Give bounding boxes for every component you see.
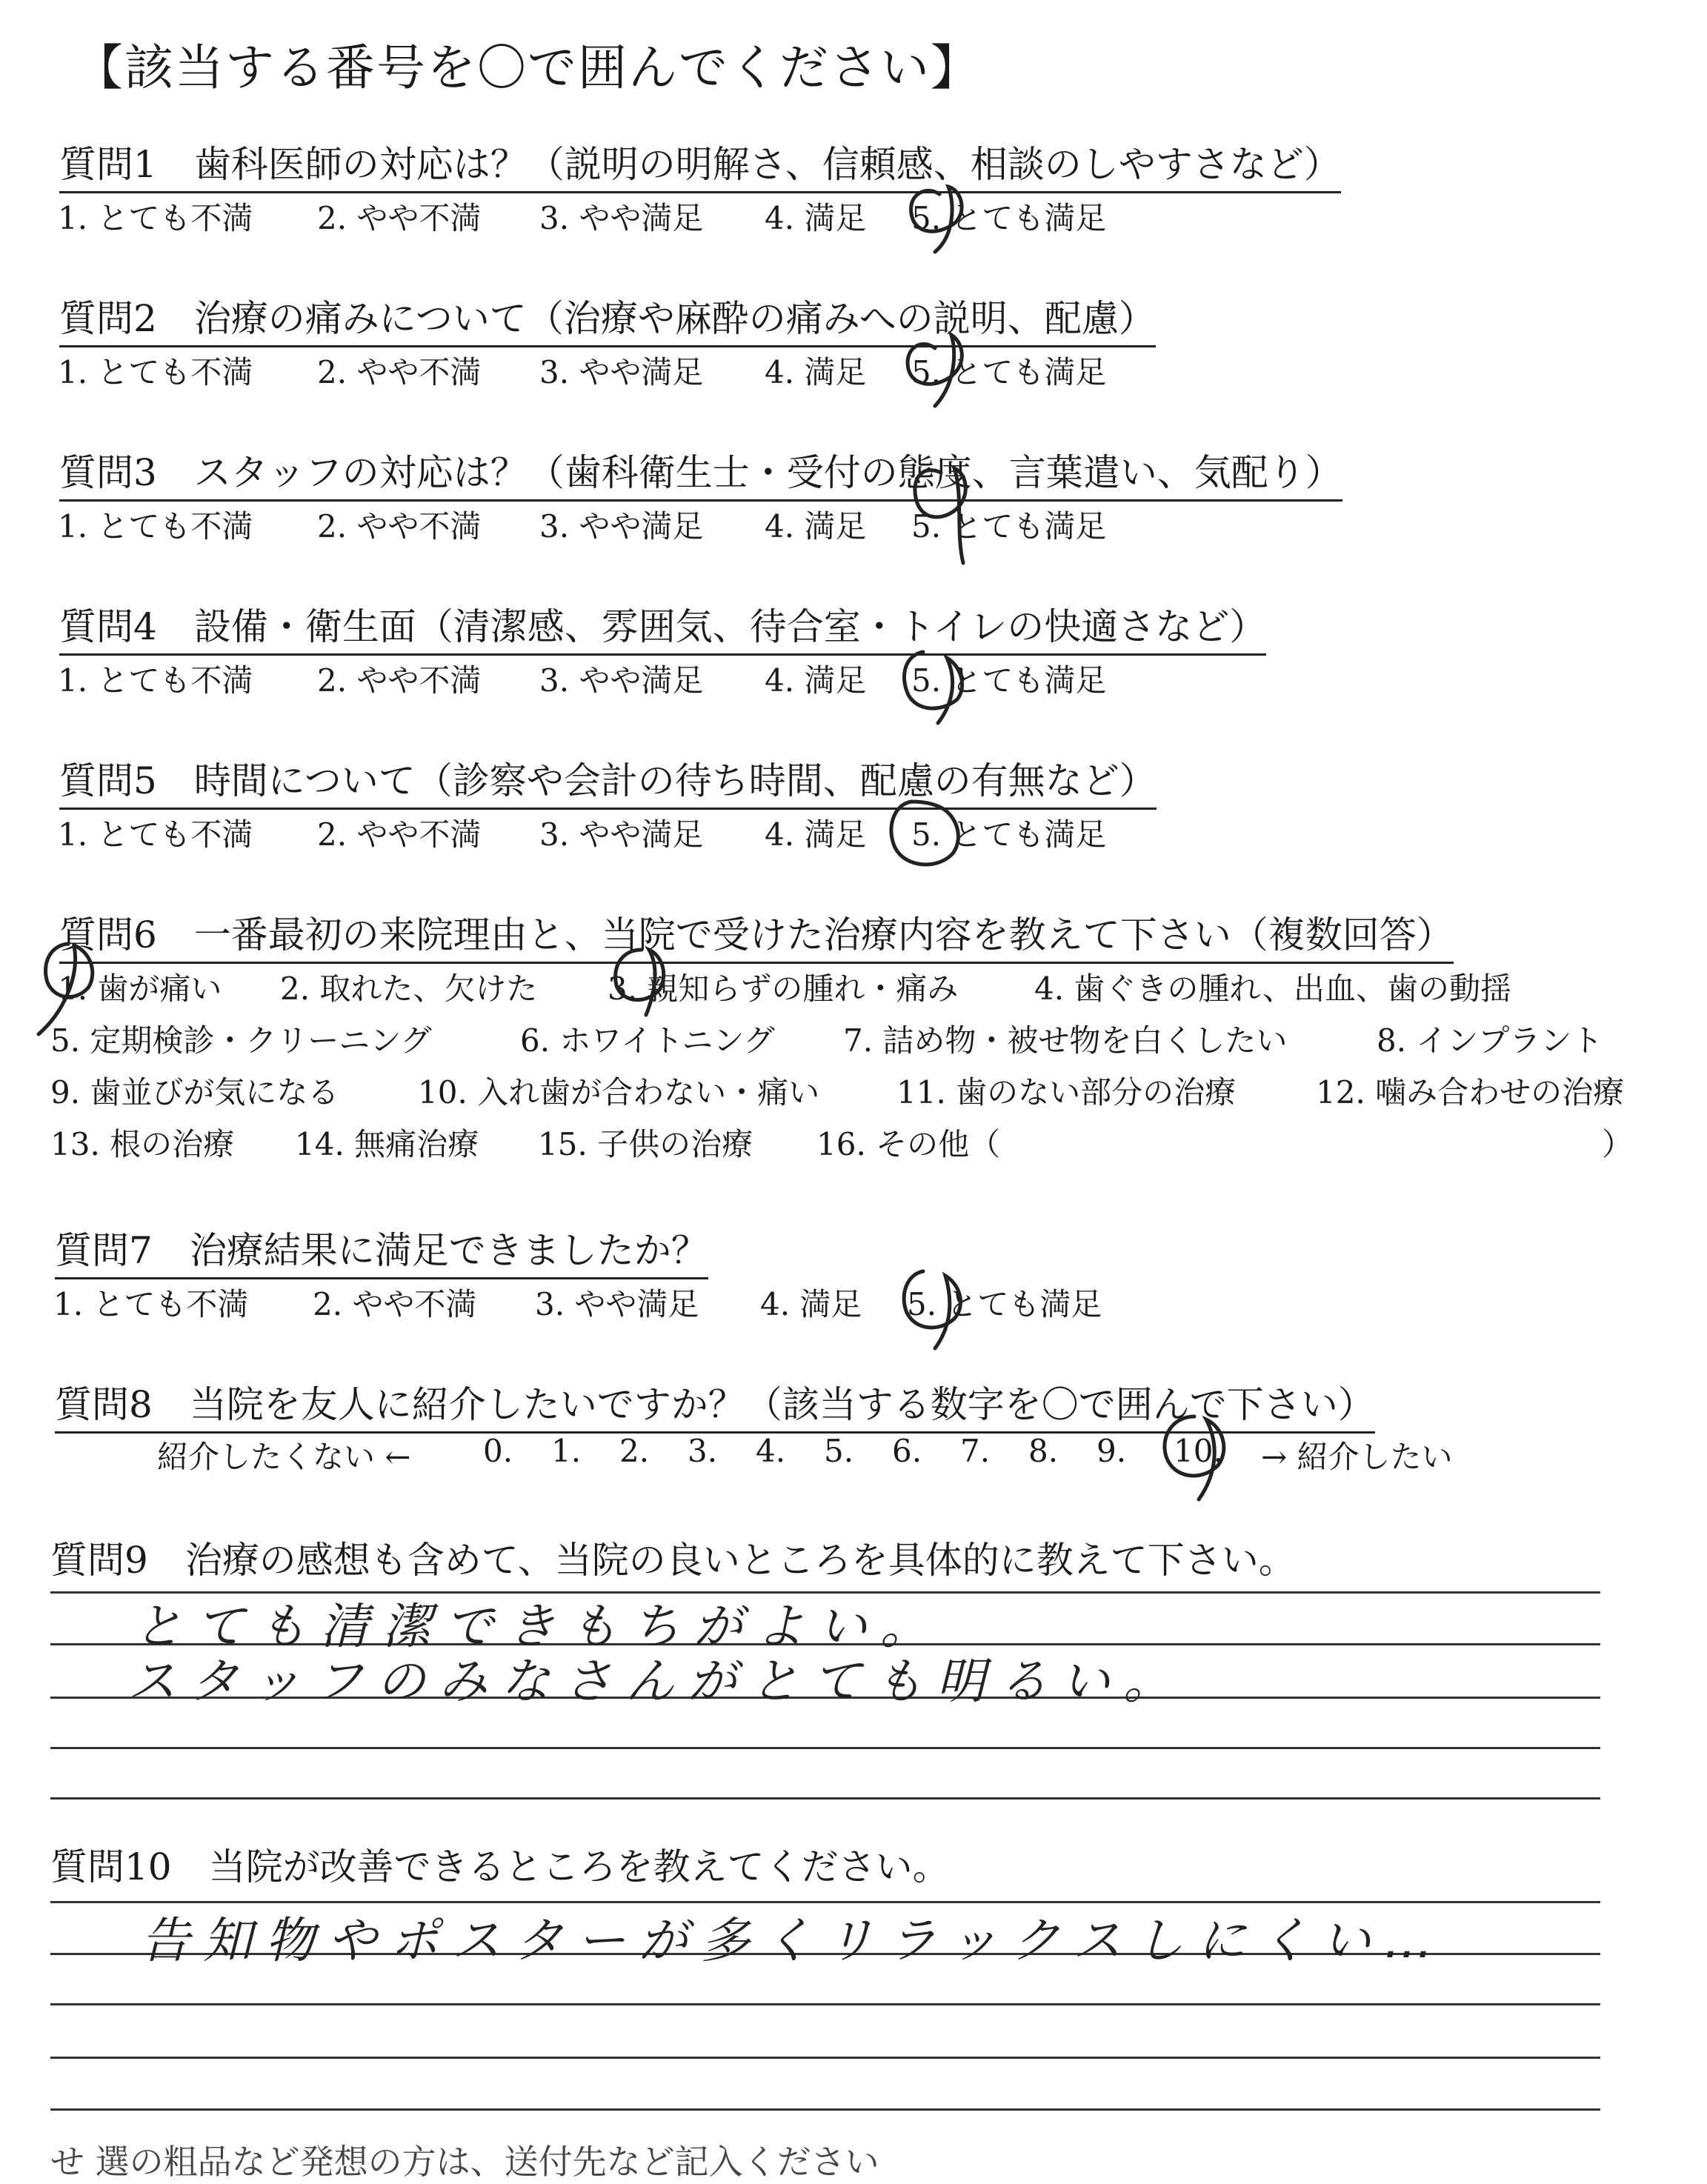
question-7-number: 質問7 [55,1229,153,1272]
q5-option-5[interactable]: 5. とても満足 [911,816,1107,853]
q2-option-3[interactable]: 3. やや満足 [539,354,704,390]
q1-option-1[interactable]: 1. とても不満 [58,200,253,236]
q1-option-5[interactable]: 5. とても満足 [911,200,1107,236]
q6-option-15[interactable]: 15. 子供の治療 [538,1126,753,1162]
q8-option-8[interactable]: 8. [1028,1433,1059,1469]
question-10-text: 当院が改善できるところを教えてください。 [208,1845,950,1888]
q1-option-4[interactable]: 4. 満足 [765,200,867,236]
q6-option-5[interactable]: 5. 定期検診・クリーニング [50,1022,432,1059]
q3-option-2[interactable]: 2. やや不満 [317,508,482,545]
q2-selection-circle [908,335,962,406]
q3-selection-circle [915,468,965,563]
q1-selection-circle [911,187,962,252]
q4-option-2[interactable]: 2. やや不満 [317,662,482,699]
q5-option-4[interactable]: 4. 満足 [765,816,867,853]
q6-option-14[interactable]: 14. 無痛治療 [295,1126,479,1162]
question-2-text: 治療の痛みについて（治療や麻酔の痛みへの説明、配慮） [193,297,1156,340]
q4-option-1[interactable]: 1. とても不満 [58,662,253,699]
question-6-text: 一番最初の来院理由と、当院で受けた治療内容を教えて下さい（複数回答） [193,913,1454,956]
q8-option-10[interactable]: 10. [1174,1433,1223,1469]
q10-handwritten-answer-1: 告知物やポスターが多くリラックスしにくい… [141,1912,1447,1969]
q1-option-2[interactable]: 2. やや不満 [317,200,482,236]
question-10-number: 質問10 [50,1845,172,1888]
q6-selection-circle-1 [39,944,93,1034]
question-1-number: 質問1 [59,143,157,186]
q6-option-11[interactable]: 11. 歯のない部分の治療 [896,1074,1237,1111]
q6-option-8[interactable]: 8. インプラント [1377,1022,1603,1059]
q2-option-4[interactable]: 4. 満足 [765,354,867,390]
q7-option-1[interactable]: 1. とても不満 [53,1286,249,1322]
q3-option-5[interactable]: 5. とても満足 [911,508,1107,545]
q6-option-2[interactable]: 2. 取れた、欠けた [280,971,538,1007]
page-title: 【該当する番号を〇で囲んでください】 [74,39,981,96]
q9-handwritten-answer-1: とても清潔できもちがよい。 [133,1598,942,1655]
q6-selection-circle-3 [616,950,664,1015]
q5-option-3[interactable]: 3. やや満足 [539,816,704,853]
question-5-number: 質問5 [59,759,157,802]
q6-option-4[interactable]: 4. 歯ぐきの腫れ、出血、歯の動揺 [1034,971,1511,1007]
q8-option-9[interactable]: 9. [1097,1433,1127,1469]
footer-fragment: せ 選の粗品など発想の方は、送付先など記入ください [50,2142,879,2182]
q7-selection-circle [904,1271,960,1348]
q4-option-3[interactable]: 3. やや満足 [539,662,704,699]
q8-left-label: 紹介したくない ← [157,1439,411,1475]
q8-option-4[interactable]: 4. [756,1433,786,1469]
q8-option-0[interactable]: 0. [483,1433,513,1469]
q8-option-5[interactable]: 5. [824,1433,854,1469]
q4-selection-circle [904,652,962,723]
q6-option-10[interactable]: 10. 入れ歯が合わない・痛い [418,1074,820,1111]
q7-option-2[interactable]: 2. やや不満 [313,1286,477,1322]
q6-option-1[interactable]: 1. 歯が痛い [58,971,222,1007]
q6-option-9[interactable]: 9. 歯並びが気になる [50,1074,339,1111]
q2-option-5[interactable]: 5. とても満足 [911,354,1107,390]
q9-handwritten-answer-2: スタッフのみなさんがとても明るい。 [127,1653,1185,1710]
q6-option-7[interactable]: 7. 詰め物・被せ物を白くしたい [843,1022,1288,1059]
q8-right-label: → 紹介したい [1261,1439,1453,1475]
q7-option-4[interactable]: 4. 満足 [760,1286,862,1322]
question-4-text: 設備・衛生面（清潔感、雰囲気、待合室・トイレの快適さなど） [193,605,1267,648]
q3-option-4[interactable]: 4. 満足 [765,508,867,545]
q6-option-13[interactable]: 13. 根の治療 [50,1126,235,1162]
q4-option-4[interactable]: 4. 満足 [765,662,867,699]
q7-option-3[interactable]: 3. やや満足 [535,1286,699,1322]
q8-selection-circle [1165,1416,1224,1499]
q2-option-1[interactable]: 1. とても不満 [58,354,253,390]
question-1-text: 歯科医師の対応は？（説明の明解さ、信頼感、相談のしやすさなど） [193,143,1341,186]
q3-option-1[interactable]: 1. とても不満 [58,508,253,545]
q8-option-2[interactable]: 2. [619,1433,650,1469]
question-8-text: 当院を友人に紹介したいですか？（該当する数字を〇で囲んで下さい） [189,1383,1375,1426]
q5-selection-circle [891,802,958,865]
q5-option-1[interactable]: 1. とても不満 [58,816,253,853]
q2-option-2[interactable]: 2. やや不満 [317,354,482,390]
question-9-text: 治療の感想も含めて、当院の良いところを具体的に教えて下さい。 [184,1539,1296,1582]
question-3-text: スタッフの対応は？（歯科衛生士・受付の態度、言葉遣い、気配り） [193,451,1342,494]
question-5-text: 時間について（診察や会計の待ち時間、配慮の有無など） [193,759,1157,802]
q1-option-3[interactable]: 3. やや満足 [539,200,704,236]
question-9-number: 質問9 [50,1539,148,1582]
question-8-number: 質問8 [55,1383,153,1426]
q6-option-3[interactable]: 3. 親知らずの腫れ・痛み [608,971,959,1007]
q6-option-6[interactable]: 6. ホワイトニング [520,1022,775,1059]
q8-option-7[interactable]: 7. [960,1433,991,1469]
q8-option-3[interactable]: 3. [688,1433,718,1469]
q4-option-5[interactable]: 5. とても満足 [911,662,1107,699]
q5-option-2[interactable]: 2. やや不満 [317,816,482,853]
q6-option-12[interactable]: 12. 噛み合わせの治療 [1316,1074,1625,1111]
question-4-number: 質問4 [59,605,157,648]
q6-option-16[interactable]: 16. その他（ [816,1126,1001,1162]
question-7-text: 治療結果に満足できましたか？ [189,1229,708,1272]
q8-option-6[interactable]: 6. [892,1433,922,1469]
q6-other-close-paren: ） [1602,1126,1634,1162]
q7-option-5[interactable]: 5. とても満足 [907,1286,1102,1322]
q3-option-3[interactable]: 3. やや満足 [539,508,704,545]
question-6-number: 質問6 [59,913,157,956]
q8-option-1[interactable]: 1. [551,1433,582,1469]
question-2-number: 質問2 [59,297,157,340]
question-3-number: 質問3 [59,451,157,494]
